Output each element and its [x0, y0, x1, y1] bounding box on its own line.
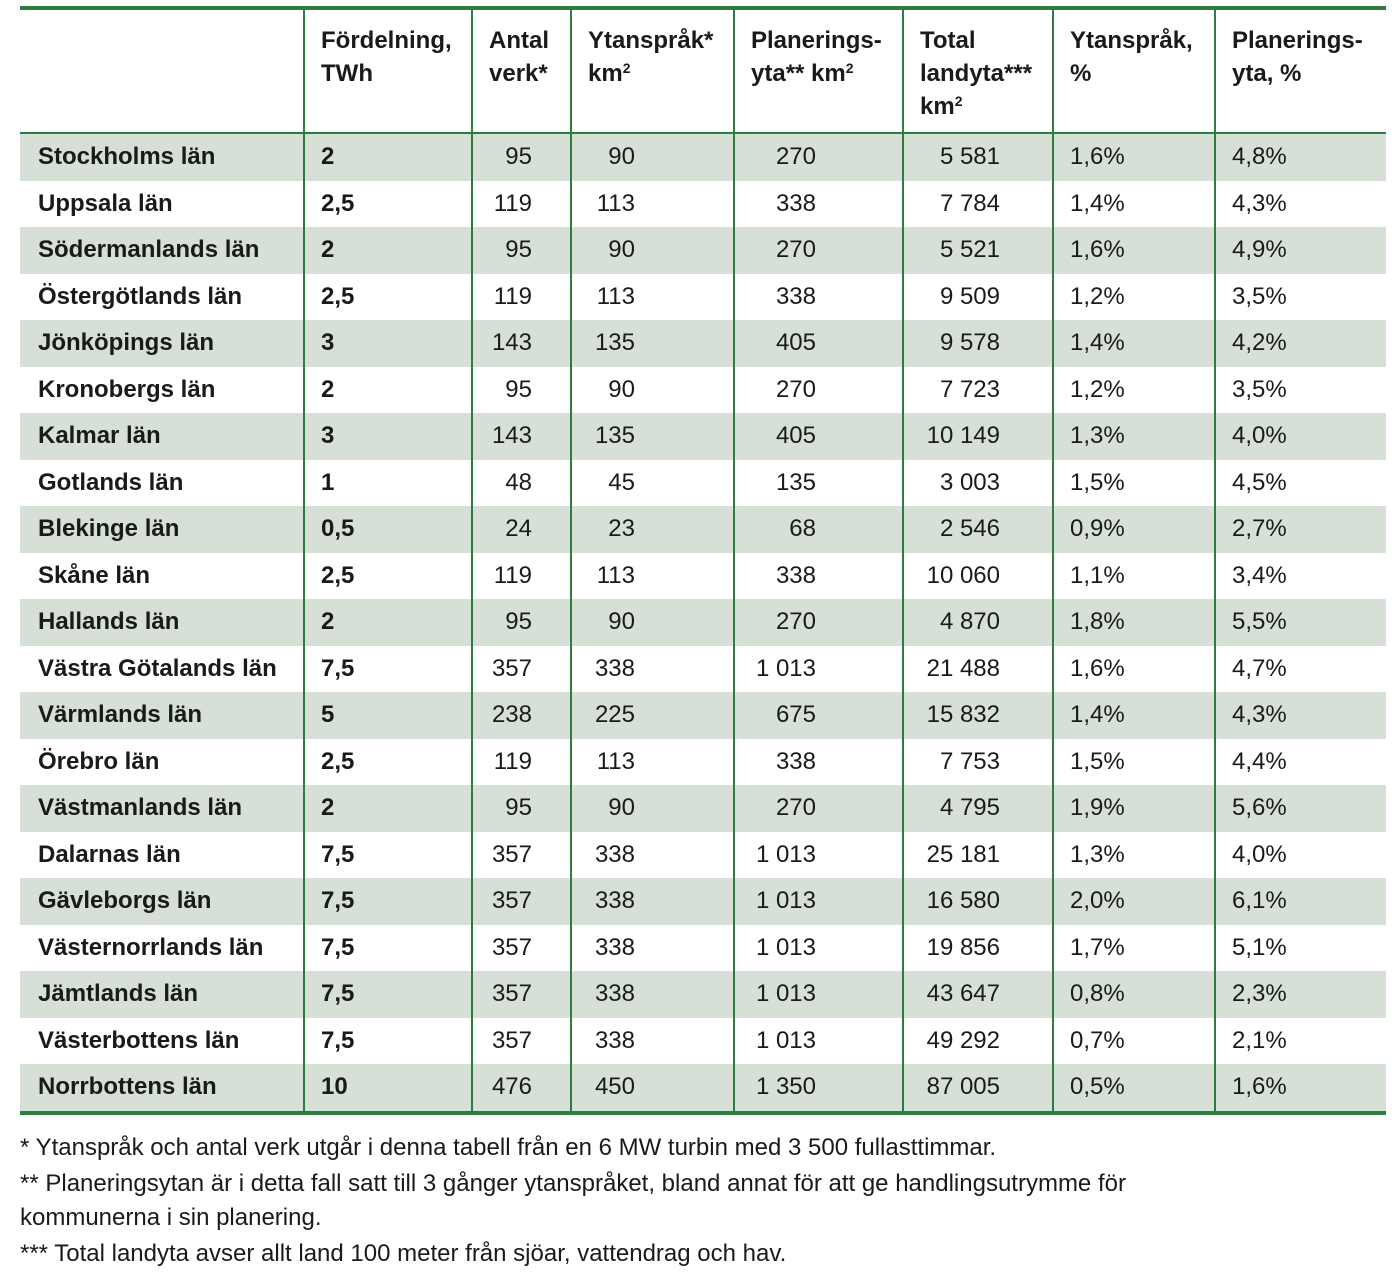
- cell-fordelning: 2: [304, 785, 472, 832]
- cell-ytansprak: 90: [571, 227, 734, 274]
- cell-antal-verk: 119: [472, 739, 571, 786]
- cell-planeringsyta: 270: [734, 785, 903, 832]
- cell-antal-verk: 238: [472, 692, 571, 739]
- cell-region: Västerbottens län: [38, 1026, 240, 1054]
- cell-antal-verk: 95: [472, 785, 571, 832]
- cell-total-landyta: 5 581: [903, 133, 1053, 181]
- cell-ytansprak-pct: 1,2%: [1053, 274, 1215, 321]
- cell-planeringsyta: 1 350: [734, 1064, 903, 1113]
- cell-ytansprak: 90: [571, 133, 734, 181]
- cell-region: Gotlands län: [38, 468, 184, 496]
- cell-planeringsyta: 270: [734, 133, 903, 181]
- cell-total-landyta: 10 149: [903, 413, 1053, 460]
- header-text: landyta***: [920, 60, 1033, 87]
- cell-ytansprak: 113: [571, 274, 734, 321]
- table-body: [20, 133, 1386, 1113]
- cell-planeringsyta-pct: 2,7%: [1215, 506, 1386, 553]
- cell-planeringsyta: 68: [734, 506, 903, 553]
- superscript: 2: [845, 60, 854, 76]
- cell-planeringsyta-pct: 5,5%: [1215, 599, 1386, 646]
- header-text: km: [920, 93, 955, 120]
- cell-region: Blekinge län: [20, 506, 304, 553]
- header-antal-verk: [472, 8, 571, 133]
- footnote-1: * Ytanspråk och antal verk utgår i denna tabell från en 6 MW turbin med 3 500 fullasttimmar.: [20, 1133, 997, 1161]
- table-row: [20, 878, 1386, 925]
- cell-region: Dalarnas län: [38, 840, 181, 868]
- cell-total-landyta: 3 003: [903, 460, 1053, 507]
- header-text: Total: [920, 27, 976, 54]
- header-text: Ytanspråk*: [588, 27, 714, 54]
- cell-total-landyta: 4 795: [903, 785, 1053, 832]
- table-row: [20, 367, 1386, 414]
- cell-planeringsyta: 270: [734, 227, 903, 274]
- table-row: [20, 413, 1386, 460]
- table-row: [20, 646, 1386, 693]
- cell-total-landyta: 2 546: [903, 506, 1053, 553]
- header-text: %: [1070, 60, 1092, 87]
- cell-antal-verk: 95: [472, 367, 571, 414]
- cell-ytansprak-pct: 1,5%: [1053, 460, 1215, 507]
- footnote-3: *** Total landyta avser allt land 100 meter från sjöar, vattendrag och hav.: [20, 1239, 787, 1267]
- cell-region: Västra Götalands län: [38, 654, 277, 682]
- cell-region: Skåne län: [38, 561, 151, 589]
- cell-ytansprak-pct: 1,4%: [1053, 181, 1215, 228]
- cell-total-landyta: 25 181: [903, 832, 1053, 879]
- header-text: yta** km: [751, 60, 846, 87]
- cell-ytansprak: 338: [571, 971, 734, 1018]
- cell-planeringsyta: 1 013: [734, 646, 903, 693]
- cell-antal-verk: 95: [472, 133, 571, 181]
- cell-ytansprak-pct: 1,5%: [1053, 739, 1215, 786]
- cell-region: Jämtlands län: [20, 971, 304, 1018]
- cell-ytansprak-pct: 0,8%: [1053, 971, 1215, 1018]
- cell-fordelning: 2,5: [304, 553, 472, 600]
- cell-fordelning: 2: [304, 133, 472, 181]
- cell-antal-verk: 24: [472, 506, 571, 553]
- cell-ytansprak-pct: 0,9%: [1053, 506, 1215, 553]
- cell-fordelning: 7,5: [304, 925, 472, 972]
- superscript: 2: [622, 60, 631, 76]
- cell-fordelning: 2: [304, 599, 472, 646]
- cell-antal-verk: 119: [472, 181, 571, 228]
- header-ytansprak-pct: [1053, 8, 1215, 133]
- footnotes: [20, 1131, 1386, 1271]
- cell-ytansprak-pct: 2,0%: [1053, 878, 1215, 925]
- cell-ytansprak: 338: [571, 832, 734, 879]
- cell-planeringsyta: 1 013: [734, 925, 903, 972]
- cell-fordelning: 2,5: [304, 274, 472, 321]
- cell-fordelning: 7,5: [304, 832, 472, 879]
- cell-antal-verk: 119: [472, 553, 571, 600]
- header-text: yta, %: [1232, 60, 1302, 87]
- cell-ytansprak: 113: [571, 553, 734, 600]
- cell-region: Örebro län: [38, 747, 160, 775]
- cell-ytansprak-pct: 1,7%: [1053, 925, 1215, 972]
- header-text: Planerings-: [1232, 27, 1363, 54]
- cell-total-landyta: 43 647: [903, 971, 1053, 1018]
- cell-fordelning: 3: [304, 413, 472, 460]
- header-total-landyta: [903, 8, 1053, 133]
- cell-fordelning: 7,5: [304, 878, 472, 925]
- cell-planeringsyta: 135: [734, 460, 903, 507]
- cell-ytansprak-pct: 0,5%: [1053, 1064, 1215, 1113]
- cell-ytansprak: 338: [571, 878, 734, 925]
- cell-total-landyta: 21 488: [903, 646, 1053, 693]
- cell-planeringsyta: 270: [734, 367, 903, 414]
- header-planeringsyta-km2: [734, 8, 903, 133]
- cell-region: Värmlands län: [20, 692, 304, 739]
- cell-ytansprak-pct: 1,6%: [1053, 133, 1215, 181]
- table-row: [20, 274, 1386, 321]
- cell-planeringsyta-pct: 1,6%: [1215, 1064, 1386, 1113]
- cell-total-landyta: 15 832: [903, 692, 1053, 739]
- cell-planeringsyta-pct: 4,2%: [1215, 320, 1386, 367]
- table-row: [20, 925, 1386, 972]
- cell-planeringsyta: 338: [734, 181, 903, 228]
- cell-ytansprak: 450: [571, 1064, 734, 1113]
- cell-ytansprak-pct: 1,4%: [1053, 320, 1215, 367]
- footnote-2: ** Planeringsytan är i detta fall satt till 3 gånger ytanspråket, bland annat för att ge handlingsutrymme för kommunerna i sin planering.: [20, 1169, 1126, 1231]
- cell-planeringsyta-pct: 4,0%: [1215, 413, 1386, 460]
- table-row: [20, 692, 1386, 739]
- table-container: [20, 6, 1386, 1273]
- cell-fordelning: 7,5: [304, 971, 472, 1018]
- cell-fordelning: 3: [304, 320, 472, 367]
- cell-ytansprak-pct: 0,7%: [1053, 1018, 1215, 1065]
- cell-fordelning: 10: [304, 1064, 472, 1113]
- table-row: [20, 739, 1386, 786]
- cell-ytansprak-pct: 1,1%: [1053, 553, 1215, 600]
- cell-total-landyta: 87 005: [903, 1064, 1053, 1113]
- table-row: [20, 227, 1386, 274]
- header-row: [20, 8, 1386, 133]
- table-row: [20, 599, 1386, 646]
- cell-fordelning: 2,5: [304, 181, 472, 228]
- cell-region: Västmanlands län: [20, 785, 304, 832]
- cell-antal-verk: 95: [472, 599, 571, 646]
- table-row: [20, 1064, 1386, 1113]
- cell-region: Hallands län: [20, 599, 304, 646]
- cell-planeringsyta: 338: [734, 739, 903, 786]
- cell-total-landyta: 9 578: [903, 320, 1053, 367]
- cell-planeringsyta-pct: 4,5%: [1215, 460, 1386, 507]
- table-row: [20, 506, 1386, 553]
- table-row: [20, 971, 1386, 1018]
- cell-fordelning: 7,5: [304, 1018, 472, 1065]
- header-text: verk*: [489, 60, 548, 87]
- cell-planeringsyta-pct: 3,5%: [1215, 274, 1386, 321]
- cell-antal-verk: 357: [472, 971, 571, 1018]
- cell-ytansprak: 338: [571, 646, 734, 693]
- cell-planeringsyta: 1 013: [734, 832, 903, 879]
- cell-planeringsyta: 1 013: [734, 1018, 903, 1065]
- table-row: [20, 832, 1386, 879]
- header-text: Planerings-: [751, 27, 882, 54]
- cell-total-landyta: 16 580: [903, 878, 1053, 925]
- cell-planeringsyta: 1 013: [734, 878, 903, 925]
- cell-planeringsyta-pct: 2,1%: [1215, 1018, 1386, 1065]
- cell-region: Kalmar län: [20, 413, 304, 460]
- cell-total-landyta: 49 292: [903, 1018, 1053, 1065]
- header-planeringsyta-pct: [1215, 8, 1386, 133]
- cell-planeringsyta-pct: 3,5%: [1215, 367, 1386, 414]
- table-row: [20, 181, 1386, 228]
- cell-ytansprak-pct: 1,2%: [1053, 367, 1215, 414]
- cell-total-landyta: 10 060: [903, 553, 1053, 600]
- cell-planeringsyta: 405: [734, 320, 903, 367]
- cell-planeringsyta: 405: [734, 413, 903, 460]
- cell-ytansprak-pct: 1,4%: [1053, 692, 1215, 739]
- header-text: km: [588, 60, 623, 87]
- cell-fordelning: 1: [304, 460, 472, 507]
- cell-ytansprak: 225: [571, 692, 734, 739]
- cell-fordelning: 5: [304, 692, 472, 739]
- superscript: 2: [954, 93, 963, 109]
- cell-ytansprak: 90: [571, 785, 734, 832]
- cell-planeringsyta: 1 013: [734, 971, 903, 1018]
- cell-fordelning: 0,5: [304, 506, 472, 553]
- cell-ytansprak: 23: [571, 506, 734, 553]
- cell-planeringsyta-pct: 4,7%: [1215, 646, 1386, 693]
- cell-ytansprak-pct: 1,6%: [1053, 646, 1215, 693]
- cell-antal-verk: 143: [472, 413, 571, 460]
- cell-planeringsyta-pct: 2,3%: [1215, 971, 1386, 1018]
- cell-ytansprak: 135: [571, 413, 734, 460]
- table-row: [20, 460, 1386, 507]
- cell-planeringsyta-pct: 4,3%: [1215, 181, 1386, 228]
- cell-antal-verk: 48: [472, 460, 571, 507]
- cell-ytansprak: 338: [571, 925, 734, 972]
- table-header: [20, 8, 1386, 133]
- cell-ytansprak-pct: 1,8%: [1053, 599, 1215, 646]
- cell-antal-verk: 143: [472, 320, 571, 367]
- cell-ytansprak: 45: [571, 460, 734, 507]
- cell-antal-verk: 357: [472, 832, 571, 879]
- cell-total-landyta: 4 870: [903, 599, 1053, 646]
- cell-antal-verk: 95: [472, 227, 571, 274]
- cell-planeringsyta-pct: 4,8%: [1215, 133, 1386, 181]
- cell-fordelning: 2: [304, 227, 472, 274]
- cell-planeringsyta: 338: [734, 553, 903, 600]
- cell-planeringsyta: 270: [734, 599, 903, 646]
- cell-total-landyta: 9 509: [903, 274, 1053, 321]
- cell-total-landyta: 7 784: [903, 181, 1053, 228]
- cell-planeringsyta: 338: [734, 274, 903, 321]
- header-region: [20, 8, 304, 133]
- cell-ytansprak: 90: [571, 599, 734, 646]
- table-row: [20, 1018, 1386, 1065]
- header-fordelning: [304, 8, 472, 133]
- header-text: TWh: [321, 60, 373, 87]
- cell-ytansprak: 90: [571, 367, 734, 414]
- header-text: Fördelning,: [321, 27, 452, 54]
- cell-fordelning: 2,5: [304, 739, 472, 786]
- cell-planeringsyta-pct: 4,0%: [1215, 832, 1386, 879]
- cell-total-landyta: 7 753: [903, 739, 1053, 786]
- cell-region: Stockholms län: [20, 133, 304, 181]
- cell-planeringsyta-pct: 4,9%: [1215, 227, 1386, 274]
- cell-region: Gävleborgs län: [20, 878, 304, 925]
- cell-region: Östergötlands län: [38, 282, 243, 310]
- table-row: [20, 320, 1386, 367]
- cell-region: Kronobergs län: [38, 375, 216, 403]
- cell-ytansprak-pct: 1,3%: [1053, 413, 1215, 460]
- table-row: [20, 133, 1386, 181]
- cell-antal-verk: 357: [472, 878, 571, 925]
- cell-total-landyta: 5 521: [903, 227, 1053, 274]
- cell-region: Norrbottens län: [20, 1064, 304, 1113]
- cell-planeringsyta-pct: 6,1%: [1215, 878, 1386, 925]
- cell-planeringsyta-pct: 3,4%: [1215, 553, 1386, 600]
- cell-ytansprak: 113: [571, 739, 734, 786]
- cell-antal-verk: 476: [472, 1064, 571, 1113]
- header-ytansprak-km2: [571, 8, 734, 133]
- table-row: [20, 785, 1386, 832]
- cell-planeringsyta-pct: 5,1%: [1215, 925, 1386, 972]
- cell-antal-verk: 357: [472, 646, 571, 693]
- cell-planeringsyta-pct: 4,4%: [1215, 739, 1386, 786]
- table-row: [20, 553, 1386, 600]
- cell-ytansprak: 113: [571, 181, 734, 228]
- cell-antal-verk: 119: [472, 274, 571, 321]
- cell-fordelning: 2: [304, 367, 472, 414]
- cell-region: Jönköpings län: [20, 320, 304, 367]
- header-text: Ytanspråk,: [1070, 27, 1193, 54]
- cell-region: Västernorrlands län: [38, 933, 264, 961]
- cell-ytansprak-pct: 1,3%: [1053, 832, 1215, 879]
- cell-total-landyta: 7 723: [903, 367, 1053, 414]
- cell-ytansprak-pct: 1,9%: [1053, 785, 1215, 832]
- cell-ytansprak: 135: [571, 320, 734, 367]
- cell-ytansprak: 338: [571, 1018, 734, 1065]
- cell-antal-verk: 357: [472, 1018, 571, 1065]
- header-text: Antal: [489, 27, 549, 54]
- cell-planeringsyta: 675: [734, 692, 903, 739]
- cell-region: Uppsala län: [38, 189, 173, 217]
- cell-planeringsyta-pct: 4,3%: [1215, 692, 1386, 739]
- cell-ytansprak-pct: 1,6%: [1053, 227, 1215, 274]
- cell-total-landyta: 19 856: [903, 925, 1053, 972]
- cell-planeringsyta-pct: 5,6%: [1215, 785, 1386, 832]
- wind-power-county-table: [20, 6, 1386, 1115]
- cell-fordelning: 7,5: [304, 646, 472, 693]
- cell-antal-verk: 357: [472, 925, 571, 972]
- cell-region: Södermanlands län: [20, 227, 304, 274]
